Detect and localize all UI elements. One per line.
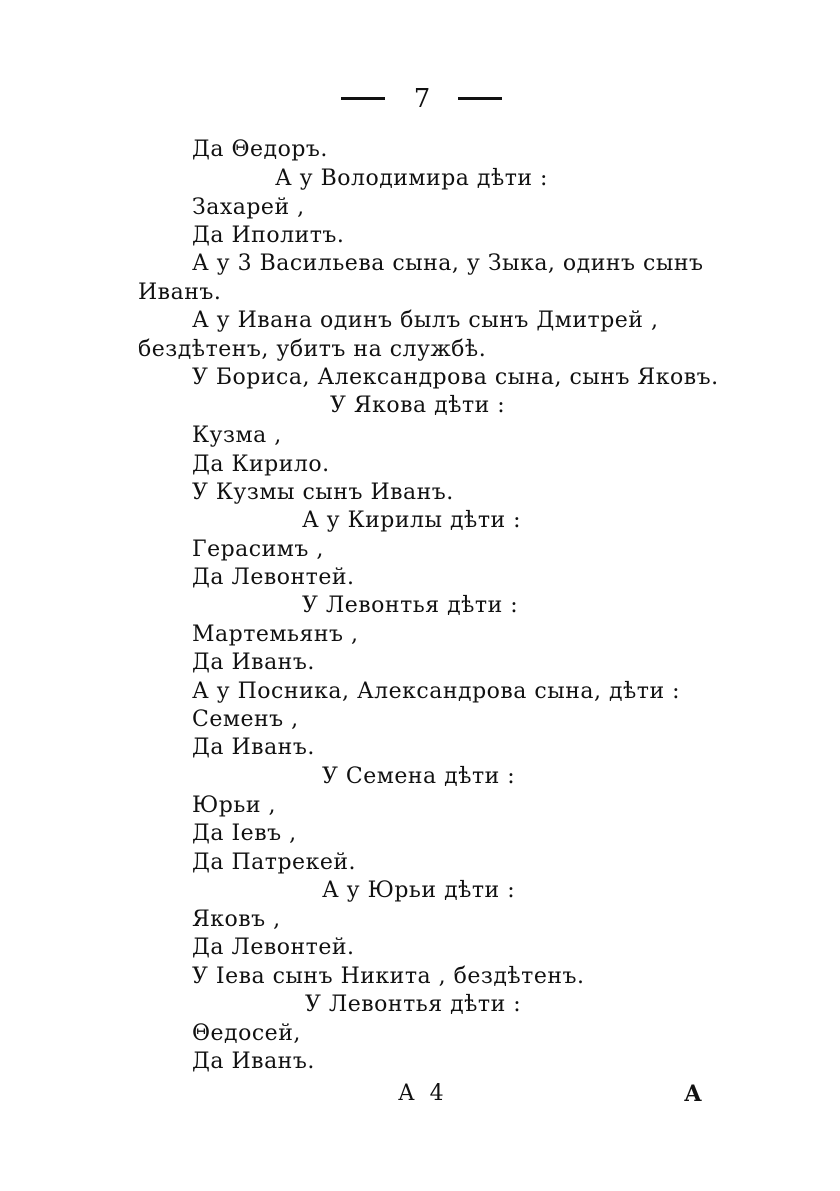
text-line: У Бориса, Александрова сына, сынъ Яковъ. [192, 365, 719, 390]
text-line: бездѣтенъ, убитъ на службѣ. [138, 337, 487, 362]
header-dash-right [458, 97, 502, 100]
section-heading: У Семена дѣти : [322, 764, 516, 789]
text-line: Кузма , [192, 423, 282, 448]
text-line: Яковъ , [192, 907, 281, 932]
text-line: Да Патрекей. [192, 850, 356, 875]
section-heading: А у Кирилы дѣти : [302, 508, 522, 533]
page-number: 7 [413, 84, 431, 114]
text-line: А у 3 Васильева сына, у Зыка, одинъ сынъ [192, 251, 704, 276]
text-line: Да Іевъ , [192, 821, 297, 846]
section-heading: У Левонтья дѣти : [305, 992, 522, 1017]
header-dash-left [341, 97, 385, 100]
text-line: Да Иванъ. [192, 735, 315, 760]
text-line: Юрьи , [192, 793, 276, 818]
text-line: Семенъ , [192, 707, 299, 732]
text-line: Да Иванъ. [192, 1049, 315, 1074]
section-heading: А у Володимира дѣти : [275, 166, 548, 191]
text-line: Да Иполитъ. [192, 223, 345, 248]
text-line: Да Θедоръ. [192, 137, 328, 162]
text-line: А у Посника, Александрова сына, дѣти : [192, 679, 681, 704]
text-line: Θедосей, [192, 1021, 301, 1046]
text-line: Иванъ. [138, 280, 222, 305]
text-line: Да Кирило. [192, 452, 330, 477]
section-heading: У Левонтья дѣти : [302, 593, 519, 618]
catchword: А [684, 1081, 702, 1107]
text-line: Да Левонтей. [192, 565, 355, 590]
section-heading: У Якова дѣти : [330, 393, 506, 418]
text-line: У Іева сынъ Никита , бездѣтенъ. [192, 964, 585, 989]
text-line: Да Иванъ. [192, 650, 315, 675]
page-header [0, 86, 840, 116]
signature-mark: А 4 [398, 1081, 448, 1106]
text-line: Да Левонтей. [192, 935, 355, 960]
text-line: Мартемьянъ , [192, 622, 359, 647]
text-line: Захарей , [192, 195, 305, 220]
section-heading: А у Юрьи дѣти : [322, 878, 516, 903]
text-line: У Кузмы сынъ Иванъ. [192, 480, 454, 505]
text-line: Герасимъ , [192, 537, 324, 562]
text-line: А у Ивана одинъ былъ сынъ Дмитрей , [192, 308, 659, 333]
